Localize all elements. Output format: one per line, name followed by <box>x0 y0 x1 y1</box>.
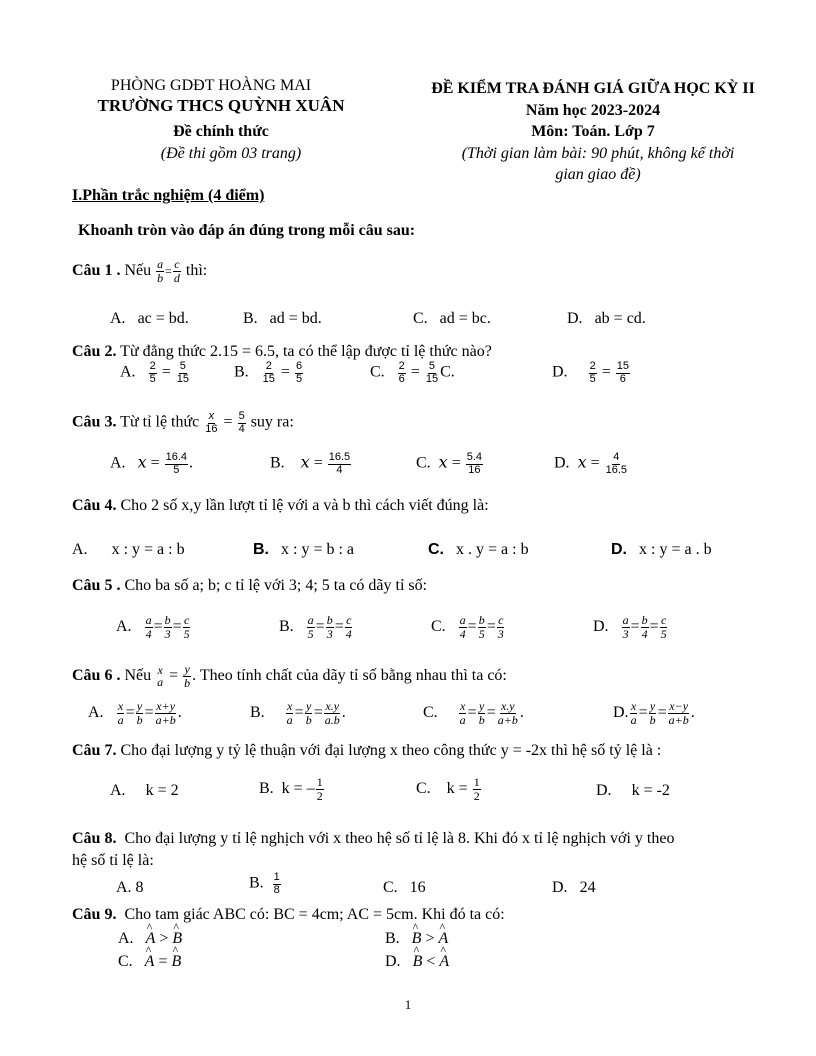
q4-option-b[interactable]: B. x : y = b : a <box>253 541 355 558</box>
q1-label: Câu 1 . <box>72 261 121 279</box>
q6-option-b[interactable]: B. $\frac{x}{a}$ = $\frac{y}{b}$ = $\frac{x.y}{a.b}$ . <box>250 699 346 727</box>
q3-option-d[interactable]: D. x = $\frac{4}{16.5}$ <box>554 451 628 476</box>
q2-option-c[interactable]: C. $\frac{2}{6}$ = $\frac{5}{15}$ C. <box>370 360 455 385</box>
section-title: I.Phần trắc nghiệm (4 điểm) <box>72 187 265 204</box>
q4-option-c[interactable]: C. x . y = a : b <box>428 541 529 558</box>
q6-option-a[interactable]: A. $\frac{x}{a}$ = $\frac{y}{b}$ = $\frac{x+y}{a+b}$ . <box>88 699 182 727</box>
q1-option-b[interactable]: B. ad = bd. <box>243 310 322 327</box>
q6-option-c[interactable]: C. $\frac{x}{a}$ = $\frac{y}{b}$ = $\frac{x.y}{a+b}$ . <box>423 699 524 727</box>
dept-name: PHÒNG GDĐT HOÀNG MAI <box>110 77 312 94</box>
time-note-line2: gian giao đề) <box>555 166 641 183</box>
q4-option-a[interactable]: A. x : y = a : b <box>72 541 185 558</box>
page-count-note: (Đề thi gồm 03 trang) <box>160 145 302 162</box>
q2-option-b[interactable]: B. $\frac{2}{15}$ = $\frac{6}{5}$ <box>234 360 303 385</box>
question-4: Câu 4. Cho 2 số x,y lần lượt tỉ lệ với a và b thì cách viết đúng là: <box>72 497 489 514</box>
school-name: TRƯỜNG THCS QUỲNH XUÂN <box>97 96 345 115</box>
q1-fraction-ab: $\frac{a}{b}$ <box>157 257 164 285</box>
q2-text: Từ đẳng thức 2.15 = 6.5, ta có thể lập được tỉ lệ thức nào? <box>120 343 492 360</box>
q2-label: Câu 2. <box>72 343 117 360</box>
q9-option-c[interactable]: C. ^ A = ^ B <box>118 953 181 971</box>
time-note-line1: (Thời gian làm bài: 90 phút, không kể thời <box>461 145 735 162</box>
q5-option-b[interactable]: B. $\frac{a}{5}$ = $\frac{b}{3}$ = $\frac{c}{4}$ <box>279 613 352 641</box>
question-5: Câu 5 . Cho ba số a; b; c tỉ lệ với 3; 4; 5 ta có dãy tỉ số: <box>72 577 428 594</box>
q9-option-d[interactable]: D. ^ B < ^ A <box>385 953 449 971</box>
q8-option-b[interactable]: B. $\frac{1}{8}$ <box>249 871 280 896</box>
question-6: Câu 6 . Nếu x a = $\frac{y}{b}$ . Theo tính chất của dãy tỉ số bằng nhau thì ta có: <box>72 662 507 690</box>
q7-option-d[interactable]: D. k = -2 <box>596 782 670 799</box>
official-label: Đề chính thức <box>173 123 269 140</box>
q9-option-b[interactable]: B. ^ B > ^ A <box>385 930 448 948</box>
school-year: Năm học 2023-2024 <box>525 102 661 119</box>
q3-option-c[interactable]: C. x = $\frac{5.4}{16}$ <box>416 451 483 476</box>
q8-option-a[interactable]: A. 8 <box>116 879 144 896</box>
question-3: Câu 3. Từ tỉ lệ thức $\frac{x}{16}$ = $\frac{5}{4}$ suy ra: <box>72 410 294 435</box>
page-number: 1 <box>404 997 412 1012</box>
question-8-line2: hệ số tỉ lệ là: <box>72 852 154 869</box>
q9-option-a[interactable]: A. ^ A > ^ B <box>118 930 182 948</box>
question-8: Câu 8. Cho đại lượng y tỉ lệ nghịch với x theo hệ số tỉ lệ là 8. Khi đó x tỉ lệ nghịch với y theo <box>72 830 675 847</box>
q2-option-d[interactable]: D. $\frac{2}{5}$ = $\frac{15}{6}$ <box>552 360 629 385</box>
q3-option-b[interactable]: B. x = $\frac{16.5}{4}$ <box>270 451 351 476</box>
subject-line: Môn: Toán. Lớp 7 <box>531 123 655 140</box>
q7-option-c[interactable]: C. k = $\frac{1}{2}$ <box>416 775 480 803</box>
q1-text-pre: Nếu <box>124 261 152 279</box>
q6-option-d[interactable]: D. $\frac{x}{a}$ = $\frac{y}{b}$ = $\frac{x-y}{a+b}$ . <box>613 699 695 727</box>
question-9: Câu 9. Cho tam giác ABC có: BC = 4cm; AC = 5cm. Khi đó ta có: <box>72 906 505 923</box>
q1-fraction-cd: $\frac{c}{d}$ <box>173 257 180 285</box>
q7-option-b[interactable]: B. k = – $\frac{1}{2}$ <box>259 775 323 803</box>
question-1: Câu 1 . Nếu $\frac{a}{b}$ = $\frac{c}{d}$ thì: <box>72 257 208 285</box>
q8-option-c[interactable]: C. 16 <box>383 879 426 896</box>
instruction: Khoanh tròn vào đáp án đúng trong mỗi câu sau: <box>78 222 416 239</box>
q1-option-d[interactable]: D. ab = cd. <box>567 310 646 327</box>
exam-title: ĐỀ KIỂM TRA ĐÁNH GIÁ GIỮA HỌC KỲ II <box>431 80 755 97</box>
question-2 <box>72 343 492 361</box>
q3-option-a[interactable]: A. x = $\frac{16.4}{5}$ . <box>110 451 194 476</box>
q5-option-a[interactable]: A. $\frac{a}{4}$ = $\frac{b}{3}$ = $\frac{c}{5}$ <box>116 613 190 641</box>
q1-option-c[interactable]: C. ad = bc. <box>413 310 491 327</box>
q4-option-d[interactable]: D. x : y = a . b <box>611 541 712 558</box>
q8-option-d[interactable]: D. 24 <box>552 879 596 896</box>
q2-option-a[interactable]: A. $\frac{2}{5}$ = $\frac{5}{15}$ <box>120 360 189 385</box>
q1-option-a[interactable]: A. ac = bd. <box>110 310 189 327</box>
q1-text-post: thì: <box>185 261 208 279</box>
q5-option-c[interactable]: C. $\frac{a}{4}$ = $\frac{b}{5}$ = $\frac{c}{3}$ <box>431 613 504 641</box>
q5-option-d[interactable]: D. $\frac{a}{3}$ = $\frac{b}{4}$ = $\frac{c}{5}$ <box>593 613 667 641</box>
q7-option-a[interactable]: A. k = 2 <box>110 782 179 799</box>
question-7: Câu 7. Cho đại lượng y tỷ lệ thuận với đại lượng x theo công thức y = -2x thì hệ số tỷ lệ là : <box>72 742 662 759</box>
